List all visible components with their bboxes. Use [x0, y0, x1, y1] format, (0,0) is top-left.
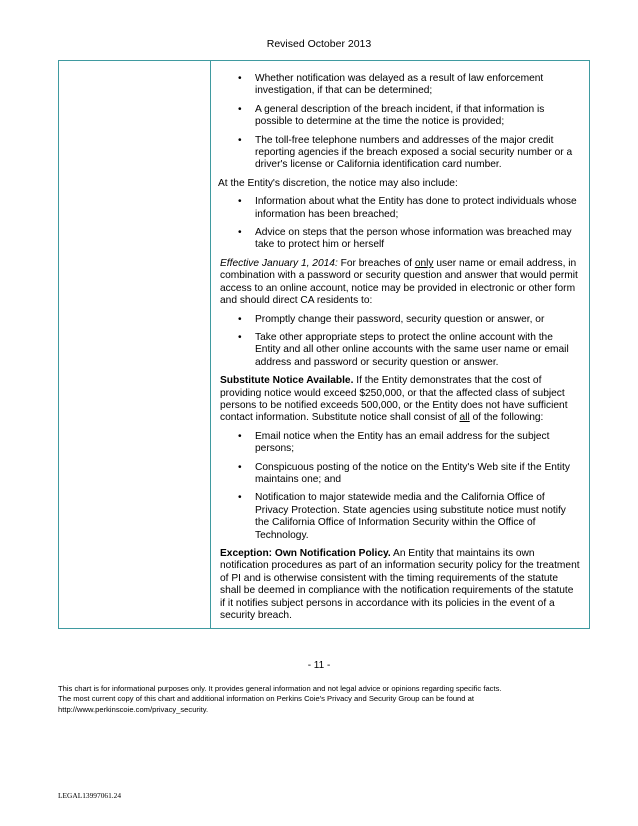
bullet-icon: • — [238, 196, 242, 208]
list-item: • Promptly change their password, security question or answer, or — [238, 313, 545, 325]
disclaimer-line: This chart is for informational purposes only. It provides general information and not legal advice or opinions regarding specific facts. — [58, 684, 502, 693]
bullet-icon: • — [238, 461, 242, 473]
chart-table — [58, 60, 590, 629]
list-item: • Whether notification was delayed as a result of law enforcement investigation, if that can be determined; — [238, 73, 544, 97]
revised-date-header: Revised October 2013 — [266, 38, 372, 50]
document-id: LEGAL13997061.24 — [58, 791, 122, 800]
only-emphasis: only — [414, 257, 434, 269]
substitute-notice-list — [218, 431, 580, 542]
notice-content-list — [218, 73, 580, 172]
online-account-list — [218, 314, 580, 370]
effective-paragraph: Effective January 1, 2014: For breaches of only user name or email address, in combination with a password or security question and answer that would permit access to an online account, notice may be provided in electronic or other form and should direct CA residents to: — [220, 257, 578, 307]
disclaimer-line: The most current copy of this chart and additional information on Perkins Coie's Privacy and Security Group can be found at — [58, 694, 474, 704]
list-item: • Conspicuous posting of the notice on the Entity's Web site if the Entity maintains one; and — [238, 461, 570, 485]
list-item: • Advice on steps that the person whose information was breached may take to protect him or herself — [238, 227, 572, 251]
column-divider — [210, 61, 211, 628]
bullet-icon: • — [238, 430, 242, 442]
bullet-icon: • — [238, 73, 242, 84]
page-number: - 11 - — [307, 660, 331, 671]
bullet-icon: • — [238, 331, 242, 343]
requirements-cell — [218, 73, 580, 628]
bullet-icon: • — [238, 134, 242, 146]
exception-paragraph: Exception: Own Notification Policy. An Entity that maintains its own notification procedures as part of an information security policy for the treatment of PI and is otherwise consistent with the timing requirements of the statute shall be deemed in compliance with the notification requirements of the statute if it notifies subject persons in accordance with its policies in the event of a security breach. — [220, 548, 580, 622]
optional-content-list — [218, 196, 580, 252]
all-emphasis: all — [459, 412, 470, 424]
effective-label: Effective January 1, 2014: — [220, 257, 338, 269]
substitute-paragraph: Substitute Notice Available. If the Entity demonstrates that the cost of providing notice would exceed $250,000, or that the affected class of subject persons to be notified exceeds 500,000, or the Entity does not have sufficient contact information. Substitute notice shall consist of all of the following: — [220, 375, 568, 424]
list-item: • Notification to major statewide media and the California Office of Privacy Protection. State agencies using substitute notice must notify the California Office of Information Security within the Office of Technology. — [238, 492, 566, 541]
list-item: • The toll-free telephone numbers and addresses of the major credit reporting agencies if the breach exposed a social security number or a driver's license or California identification card number. — [238, 134, 573, 171]
bullet-icon: • — [238, 103, 242, 115]
list-item: • A general description of the breach incident, if that information is possible to determine at the time the notice is provided; — [238, 103, 545, 128]
discretion-intro: At the Entity's discretion, the notice may also include: — [218, 177, 458, 189]
footer-disclaimer — [58, 684, 598, 715]
bullet-icon: • — [238, 313, 242, 325]
exception-label: Exception: Own Notification Policy. — [220, 548, 391, 559]
list-item: • Take other appropriate steps to protect the online account with the Entity and all other online accounts with the same user name or email address and password or security question or answer. — [238, 331, 569, 368]
substitute-label: Substitute Notice Available. — [220, 375, 354, 387]
bullet-icon: • — [238, 227, 242, 239]
list-item: • Email notice when the Entity has an email address for the subject persons; — [238, 430, 550, 455]
list-item: • Information about what the Entity has done to protect individuals whose information has been breached; — [238, 196, 577, 220]
disclaimer-url: http://www.perkinscoie.com/privacy_security. — [58, 704, 209, 714]
bullet-icon: • — [238, 492, 242, 504]
